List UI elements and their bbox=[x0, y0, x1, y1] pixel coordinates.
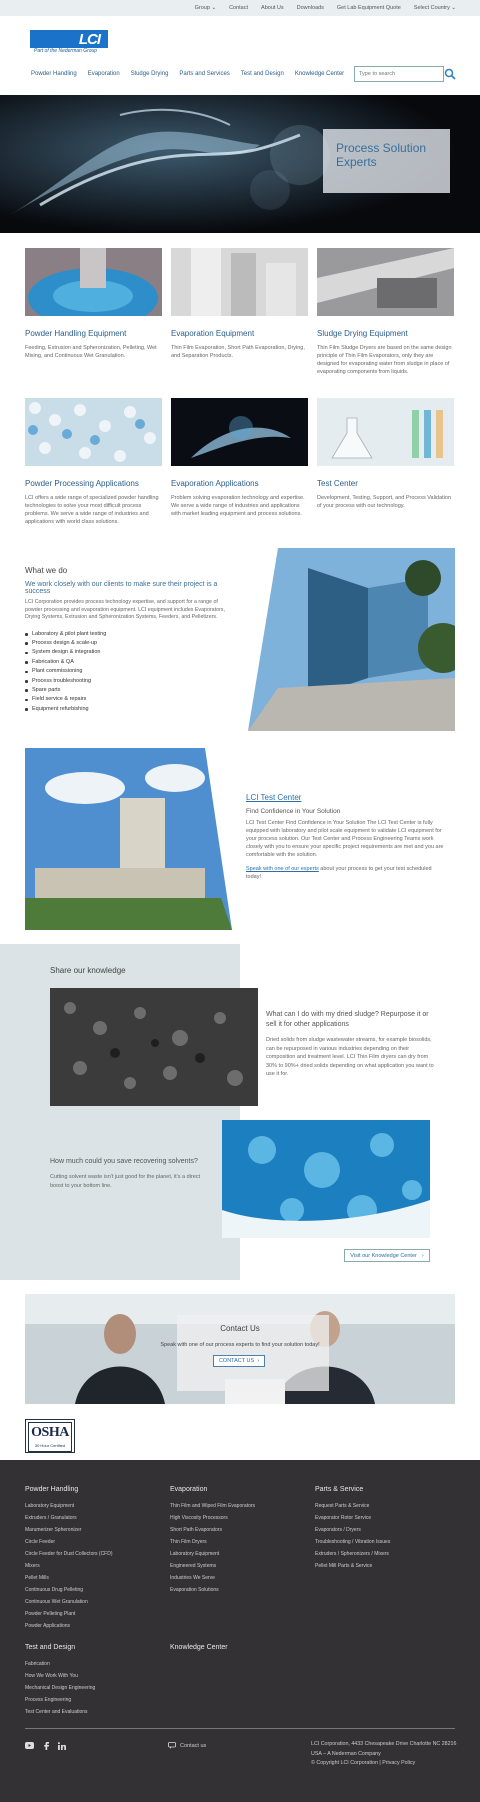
search-icon[interactable] bbox=[444, 68, 456, 80]
footer bbox=[0, 1460, 480, 1802]
footer-link[interactable]: Extruders / Granulators bbox=[25, 1515, 77, 1521]
footer-link[interactable]: Thin Film and Wiped Film Evaporators bbox=[170, 1503, 256, 1509]
topbar-group[interactable]: Group ⌄ bbox=[194, 5, 217, 11]
section-subtitle: We work closely with our clients to make sure their project is a success bbox=[25, 581, 218, 595]
card-text: Development, Testing, Support, and Process Validation of your process with our technology. bbox=[317, 495, 452, 509]
footer-heading[interactable]: Test and Design bbox=[25, 1644, 76, 1651]
solvent-article bbox=[50, 1157, 210, 1190]
address-line: USA – A Nederman Company bbox=[311, 1750, 381, 1757]
header bbox=[0, 16, 480, 62]
logo-tagline: Part of the Nederman Group bbox=[34, 48, 98, 54]
card-evaporation-applications[interactable] bbox=[171, 398, 308, 518]
osha-certified-badge bbox=[25, 1419, 75, 1453]
list-item: System design & integration bbox=[25, 648, 235, 657]
button-label: Visit our Knowledge Center bbox=[350, 1252, 417, 1259]
linkedin-icon[interactable] bbox=[58, 1742, 66, 1750]
hero-banner bbox=[0, 95, 480, 233]
test-center-cta bbox=[246, 865, 446, 881]
list-item: Process design & scale-up bbox=[25, 639, 235, 648]
osha-logo-text: OSHA bbox=[31, 1425, 69, 1440]
dried-sludge-image bbox=[50, 988, 258, 1106]
test-center-text: LCI Test Center Find Confidence in Your Solution The LCI Test Center is fully equipped with laboratory and pilot scale equipment to validate LCI equipment for your process solution. Our Test Center and Process Engineering Teams work closely with you to ensure your specific project requirements are met and you are comfortable with the solution. bbox=[246, 820, 444, 858]
logo-mark: LCI bbox=[30, 30, 108, 48]
contact-title: Contact Us bbox=[220, 1324, 260, 1333]
chevron-right-icon: › bbox=[421, 1252, 424, 1259]
footer-col-test bbox=[25, 1644, 95, 1718]
section-text: LCI Corporation provides process technology expertise, and support for a range of powder processing and evaporation equipment. LCI equipment includes Evaporators, Drying Systems, Extrusion and Spheronization Systems, Feeders, and Pelletizers. bbox=[25, 599, 225, 620]
contact-us-button[interactable] bbox=[213, 1355, 265, 1367]
footer-link[interactable]: Evaporation Solutions bbox=[170, 1587, 219, 1593]
list-item: Fabrication & QA bbox=[25, 658, 235, 667]
footer-link[interactable]: Evaporators / Dryers bbox=[315, 1527, 361, 1533]
footer-address bbox=[311, 1740, 456, 1769]
hero-title: Process Solution Experts bbox=[323, 129, 450, 193]
footer-divider bbox=[25, 1728, 455, 1729]
solvent-bubbles-image bbox=[222, 1120, 430, 1238]
list-item: Equipment refurbishing bbox=[25, 705, 235, 714]
nav-evaporation[interactable]: Evaporation bbox=[87, 71, 120, 77]
footer-link[interactable]: Pellet Mills bbox=[25, 1575, 49, 1581]
osha-subtitle: 30 Hour Certified bbox=[34, 1443, 66, 1448]
address-line: LCI Corporation, 4433 Chesapeake Drive Charlotte NC 28216 bbox=[311, 1741, 457, 1747]
list-item: Process troubleshooting bbox=[25, 677, 235, 686]
footer-link[interactable]: Powder Applications bbox=[25, 1623, 71, 1629]
test-center-building-image bbox=[25, 748, 232, 930]
footer-link[interactable]: Engineered Systems bbox=[170, 1563, 217, 1569]
copyright-line[interactable]: © Copyright LCI Corporation | Privacy Policy bbox=[311, 1760, 416, 1766]
topbar-country[interactable]: Select Country ⌄ bbox=[413, 5, 456, 11]
search-input[interactable] bbox=[354, 66, 444, 82]
footer-link[interactable]: Mixers bbox=[25, 1563, 40, 1569]
topbar-lab-quote[interactable]: Get Lab Equipment Quote bbox=[336, 5, 401, 11]
evaporation-equipment-image bbox=[171, 248, 308, 316]
sludge-article bbox=[266, 1010, 436, 1079]
footer-heading[interactable]: Powder Handling bbox=[25, 1486, 79, 1493]
card-title[interactable]: Test Center bbox=[317, 479, 358, 488]
footer-link[interactable]: Request Parts & Service bbox=[315, 1503, 370, 1509]
knowledge-title: Share our knowledge bbox=[50, 966, 126, 975]
footer-link[interactable]: Test Center and Evaluations bbox=[25, 1709, 88, 1715]
powder-handling-image bbox=[25, 248, 162, 316]
footer-link[interactable]: Continuous Drug Pelleting bbox=[25, 1587, 84, 1593]
list-item: Field service & repairs bbox=[25, 695, 235, 704]
nav-powder-handling[interactable]: Powder Handling bbox=[31, 71, 77, 77]
card-test-center[interactable] bbox=[317, 398, 454, 510]
test-center-title-link[interactable]: LCI Test Center bbox=[246, 793, 302, 802]
footer-link[interactable]: Short Path Evaporators bbox=[170, 1527, 222, 1533]
article-title[interactable]: What can I do with my dried sludge? Repurpose it or sell it for other applications bbox=[266, 1011, 429, 1028]
footer-link[interactable]: Pellet Mill Parts & Service bbox=[315, 1563, 373, 1569]
article-text: Cutting solvent waste isn't just good for the planet, it's a direct boost to your bottom line. bbox=[50, 1174, 201, 1189]
card-powder-handling[interactable] bbox=[25, 248, 162, 360]
footer-link[interactable]: Industries We Serve bbox=[170, 1575, 215, 1581]
footer-link[interactable]: Circle Feeder bbox=[25, 1539, 56, 1545]
section-title: What we do bbox=[25, 566, 68, 575]
headquarters-building-image bbox=[248, 548, 455, 731]
youtube-icon[interactable] bbox=[25, 1742, 34, 1749]
nav-sludge-drying[interactable]: Sludge Drying bbox=[130, 71, 169, 77]
article-text: Dried solids from sludge wastewater streams, for example biosolids, can be repurposed in various industries depending on their composition and treatment level. LCI Thin Film dryers can dry from 30% to 90%+ dried solids depending on what application you want to use it for. bbox=[266, 1037, 434, 1077]
footer-link[interactable]: Marumerizer Spheronizer bbox=[25, 1527, 82, 1533]
footer-heading[interactable]: Knowledge Center bbox=[170, 1644, 228, 1651]
chat-icon bbox=[168, 1742, 176, 1749]
footer-link[interactable]: Circle Feeder for Dust Collectors (CFD) bbox=[25, 1551, 113, 1557]
topbar-contact[interactable]: Contact bbox=[229, 5, 249, 11]
footer-link[interactable]: Mechanical Design Engineering bbox=[25, 1685, 96, 1691]
footer-col-powder bbox=[25, 1486, 113, 1632]
footer-col-parts bbox=[315, 1486, 390, 1572]
footer-link[interactable]: Thin Film Dryers bbox=[170, 1539, 207, 1545]
card-title[interactable]: Powder Processing Applications bbox=[25, 479, 139, 488]
card-text: Thin Film Evaporation, Short Path Evaporation, Drying, and Separation Products. bbox=[171, 345, 305, 359]
topbar-about[interactable]: About Us bbox=[261, 5, 284, 11]
lci-logo[interactable] bbox=[30, 30, 108, 54]
footer-link[interactable]: Continuous Wet Granulation bbox=[25, 1599, 88, 1605]
card-text: Thin Film Sludge Dryers are based on the same design principle of Thin Film Evaporators, only they are designed for evaporating water from sludge in place of evaporating components from liquids. bbox=[317, 345, 452, 375]
top-bar bbox=[0, 0, 480, 16]
card-title[interactable]: Sludge Drying Equipment bbox=[317, 329, 408, 338]
cta-tail: about your process to get your test scheduled today! bbox=[246, 866, 432, 880]
footer-link[interactable]: Laboratory Equipment bbox=[25, 1503, 75, 1509]
card-powder-applications[interactable] bbox=[25, 398, 162, 526]
powder-pellets-image bbox=[25, 398, 162, 466]
contact-label: Contact us bbox=[180, 1742, 207, 1749]
what-we-do-section bbox=[25, 566, 235, 714]
card-title[interactable]: Powder Handling Equipment bbox=[25, 329, 127, 338]
topbar-downloads[interactable]: Downloads bbox=[296, 5, 324, 11]
footer-link[interactable]: Powder Pelleting Plant bbox=[25, 1611, 76, 1617]
test-center-subtitle: Find Confidence in Your Solution bbox=[246, 808, 341, 815]
nav-test-design[interactable]: Test and Design bbox=[240, 71, 284, 77]
footer-contact-link[interactable] bbox=[168, 1742, 206, 1749]
card-title[interactable]: Evaporation Applications bbox=[171, 479, 259, 488]
chevron-right-icon: › bbox=[257, 1358, 260, 1364]
footer-link[interactable]: Laboratory Equipment bbox=[170, 1551, 220, 1557]
list-item: Laboratory & pilot plant testing bbox=[25, 630, 235, 639]
footer-link[interactable]: Fabrication bbox=[25, 1661, 50, 1667]
button-label: CONTACT US bbox=[218, 1358, 255, 1364]
footer-link[interactable]: Troubleshooting / Vibration Issues bbox=[315, 1539, 391, 1545]
footer-col-evaporation bbox=[170, 1486, 255, 1596]
card-text: LCI offers a wide range of specialized powder handling technologies to solve your most difficult process problems. We serve a wide range of industries and applications with world class solutions. bbox=[25, 495, 159, 525]
card-text: Feeding, Extrusion and Spheronization, Pelleting, Wet Mixing, and Continuous Wet Granulation. bbox=[25, 345, 157, 359]
footer-link[interactable]: Process Engineering bbox=[25, 1697, 72, 1703]
sludge-drying-image bbox=[317, 248, 454, 316]
article-title[interactable]: How much could you save recovering solvents? bbox=[50, 1158, 198, 1165]
list-item: Spare parts bbox=[25, 686, 235, 695]
test-center-section bbox=[246, 793, 446, 887]
footer-col-knowledge bbox=[170, 1644, 228, 1658]
footer-link[interactable]: Extruders / Spheronizers / Mixers bbox=[315, 1551, 389, 1557]
nav-knowledge-center[interactable]: Knowledge Center bbox=[294, 71, 345, 77]
footer-link[interactable]: Evaporator Rotor Service bbox=[315, 1515, 372, 1521]
card-text: Problem solving evaporation technology and expertise. We serve a wide range of industries and applications with market leading equipment and process solutions. bbox=[171, 495, 305, 517]
facebook-icon[interactable] bbox=[43, 1742, 49, 1750]
nav-parts-services[interactable]: Parts and Services bbox=[179, 71, 230, 77]
footer-heading[interactable]: Parts & Service bbox=[315, 1486, 364, 1493]
footer-link[interactable]: How We Work With You bbox=[25, 1673, 78, 1679]
card-title[interactable]: Evaporation Equipment bbox=[171, 329, 255, 338]
card-sludge-drying[interactable] bbox=[317, 248, 454, 376]
services-list bbox=[25, 630, 235, 715]
evaporation-splash-image bbox=[171, 398, 308, 466]
social-links bbox=[25, 1742, 66, 1750]
footer-heading[interactable]: Evaporation bbox=[170, 1486, 208, 1493]
lab-glassware-image bbox=[317, 398, 454, 466]
speak-expert-link[interactable]: Speak with one of our experts bbox=[246, 866, 319, 872]
contact-text: Speak with one of our process experts to find your solution today! bbox=[160, 1342, 320, 1348]
knowledge-center-button[interactable] bbox=[344, 1249, 430, 1262]
card-evaporation-equipment[interactable] bbox=[171, 248, 308, 360]
list-item: Plant commissioning bbox=[25, 667, 235, 676]
contact-banner bbox=[25, 1294, 455, 1404]
footer-link[interactable]: High Viscosity Processors bbox=[170, 1515, 228, 1521]
